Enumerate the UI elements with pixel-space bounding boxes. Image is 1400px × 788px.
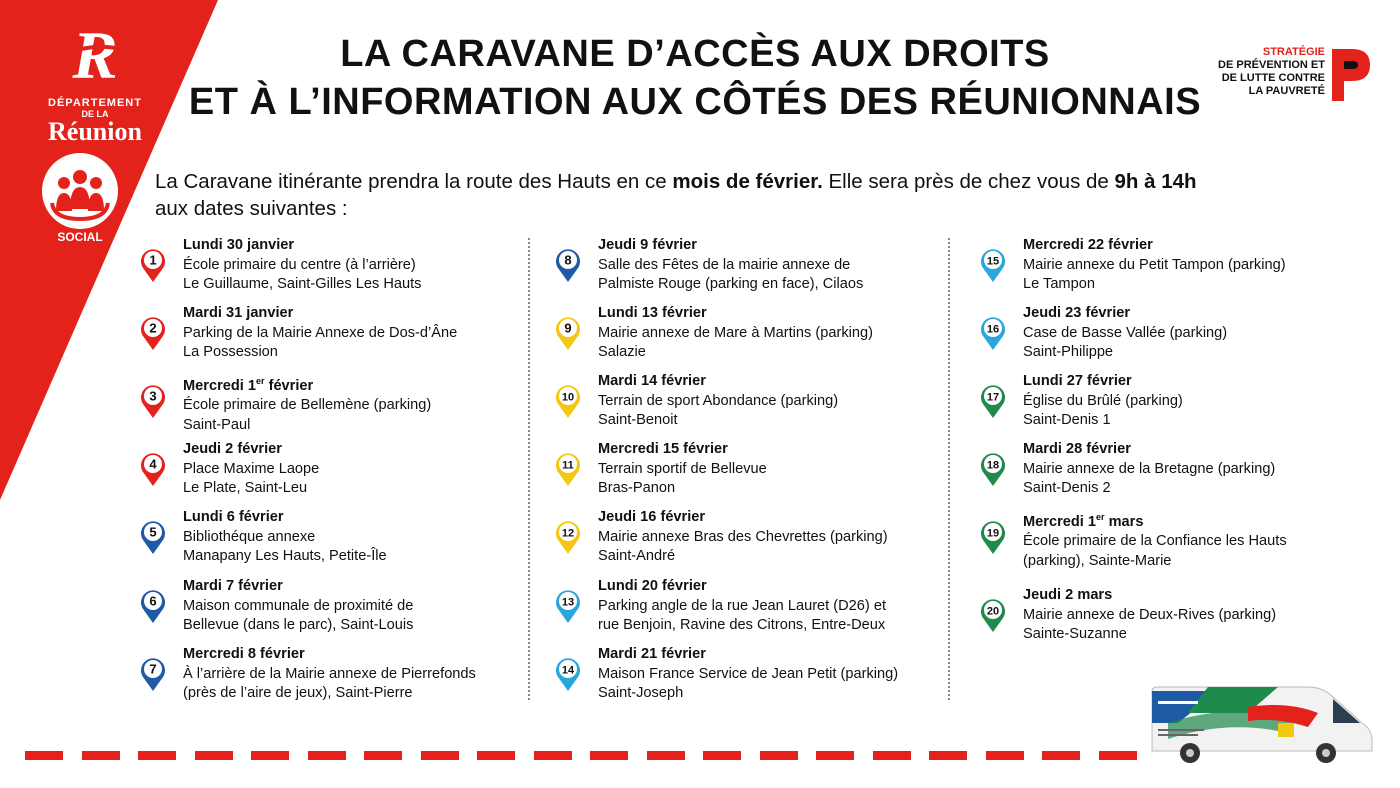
entry-town: Saint-Joseph [598, 685, 684, 701]
entry-date-sup: er [1096, 512, 1105, 522]
entry-date [183, 236, 421, 256]
entry-place: Maison communale de proximité de [183, 597, 414, 614]
entry-text [183, 508, 387, 567]
pin-number: 18 [986, 459, 1000, 472]
entry-date-main: Mercredi 1 [1023, 513, 1097, 530]
dash-segment [251, 751, 289, 760]
entry-place: Mairie annexe de la Bretagne (parking) [1023, 460, 1276, 477]
entry-date-main: Mardi 21 février [598, 646, 706, 662]
dash-segment [986, 751, 1024, 760]
dash-segment [421, 751, 459, 760]
entry-date-main: Mardi 31 janvier [183, 305, 294, 321]
entry-date [598, 304, 873, 324]
pin-number: 7 [149, 661, 157, 677]
pin-number: 17 [986, 391, 1000, 404]
entry-date-main: Lundi 6 février [183, 509, 284, 525]
location-pin-icon [139, 315, 167, 351]
entry-town: Sainte-Suzanne [1023, 626, 1127, 642]
pin-number: 20 [986, 605, 1000, 618]
social-family-icon [42, 153, 118, 229]
entry-town: Saint-Denis 2 [1023, 480, 1111, 496]
entry-date-main: Lundi 27 février [1023, 373, 1132, 389]
entry-date-main: Lundi 20 février [598, 578, 707, 594]
dash-segment [534, 751, 572, 760]
entry-date-main: Jeudi 16 février [598, 509, 706, 525]
location-pin-icon [554, 315, 582, 351]
entry-town: Le Guillaume, Saint-Gilles Les Hauts [183, 276, 422, 292]
entry-date [598, 440, 767, 460]
location-pin-icon [979, 597, 1007, 633]
strategie-line-2: DE PRÉVENTION ET [1218, 59, 1325, 71]
entry-town: Manapany Les Hauts, Petite-Île [183, 548, 387, 564]
entry-date [1023, 304, 1227, 324]
entry-date [183, 508, 387, 528]
pin-number: 3 [149, 388, 157, 404]
dash-segment [816, 751, 854, 760]
entry-date [183, 577, 413, 597]
entry-date-main: Jeudi 23 février [1023, 305, 1131, 321]
entry-town: Saint-André [598, 548, 676, 564]
dash-segment [647, 751, 685, 760]
page-title [170, 30, 1220, 126]
pin-number: 19 [986, 527, 1000, 540]
entry-place: Terrain sportif de Bellevue [598, 460, 767, 477]
entry-text [183, 645, 476, 704]
pin-number: 12 [561, 527, 575, 540]
entry-date [183, 440, 319, 460]
entry-text [598, 304, 873, 363]
entry-town: Bras-Panon [598, 480, 676, 496]
entry-town: Saint-Philippe [1023, 344, 1114, 360]
location-pin-icon [979, 315, 1007, 351]
entry-date-main: Mercredi 22 février [1023, 237, 1153, 253]
location-pin-icon [554, 656, 582, 692]
dash-segment [195, 751, 233, 760]
entry-date-main: Mardi 14 février [598, 373, 706, 389]
location-pin-icon [979, 247, 1007, 283]
entry-place: À l’arrière de la Mairie annexe de Pierrefonds [183, 665, 476, 682]
intro-part-2: Elle sera près de chez vous de [822, 170, 1115, 193]
entry-date [598, 372, 838, 392]
entry-text [598, 372, 838, 431]
pin-number: 10 [561, 391, 575, 404]
entry-date [1023, 372, 1183, 392]
dash-segment [477, 751, 515, 760]
logo-text-top: DÉPARTEMENT [48, 97, 142, 109]
title-line-2: ET À L’INFORMATION AUX CÔTÉS DES RÉUNIONNAIS [188, 81, 1202, 123]
location-pin-icon [139, 383, 167, 419]
entry-text [598, 508, 888, 567]
svg-text:R: R [72, 20, 118, 90]
entry-date-sup: er [256, 376, 265, 386]
strategie-line-4: LA PAUVRETÉ [1248, 85, 1325, 97]
entry-place: Parking angle de la rue Jean Lauret (D26) et [598, 597, 886, 614]
intro-text [155, 168, 1390, 222]
dash-segment [703, 751, 741, 760]
dash-segment [1042, 751, 1080, 760]
entry-date-rest: février [264, 377, 314, 394]
entry-place: Église du Brûlé (parking) [1023, 392, 1183, 409]
entry-place: Case de Basse Vallée (parking) [1023, 324, 1228, 341]
dash-segment [873, 751, 911, 760]
dash-segment [25, 751, 63, 760]
entry-town: Saint-Paul [183, 416, 251, 433]
pin-number: 1 [149, 252, 157, 268]
entry-place: Mairie annexe Bras des Chevrettes (parking) [598, 528, 888, 545]
intro-part-3: aux dates suivantes : [155, 197, 348, 220]
pin-number: 4 [149, 456, 157, 472]
pin-number: 16 [986, 323, 1000, 336]
dash-segment [760, 751, 798, 760]
entry-date-main: Mercredi 15 février [598, 441, 728, 457]
entry-date [183, 304, 457, 324]
entry-town: (parking), Sainte-Marie [1023, 552, 1172, 569]
strategie-text [1195, 46, 1325, 98]
entry-date-main: Jeudi 2 mars [1023, 587, 1113, 603]
entry-date [598, 508, 888, 528]
entry-text [598, 577, 886, 636]
entry-date-main: Mardi 7 février [183, 578, 283, 594]
entry-text [183, 440, 319, 499]
pin-number: 14 [561, 664, 575, 677]
entry-place: Mairie annexe de Deux-Rives (parking) [1023, 606, 1277, 623]
entry-town: La Possession [183, 344, 278, 360]
entry-date-main: Lundi 30 janvier [183, 237, 295, 253]
entry-place: Salle des Fêtes de la mairie annexe de [598, 256, 851, 273]
entry-town: Le Tampon [1023, 276, 1095, 292]
dash-segment [364, 751, 402, 760]
pin-number: 2 [149, 320, 157, 336]
entry-town: Saint-Denis 1 [1023, 412, 1111, 428]
entry-place: Mairie annexe de Mare à Martins (parking) [598, 324, 873, 341]
column-divider-1 [528, 238, 530, 700]
caravane-bus-icon [1148, 683, 1378, 765]
pin-number: 13 [561, 596, 575, 609]
entry-text [183, 372, 431, 435]
entry-text [1023, 236, 1286, 295]
entry-place: Terrain de sport Abondance (parking) [598, 392, 839, 409]
intro-bold-hours: 9h à 14h [1114, 170, 1197, 193]
entry-date-main: Jeudi 9 février [598, 237, 697, 253]
entry-date [598, 645, 898, 665]
entry-town: rue Benjoin, Ravine des Citrons, Entre-Deux [598, 617, 886, 633]
dash-segment [590, 751, 628, 760]
location-pin-icon [979, 383, 1007, 419]
location-pin-icon [139, 519, 167, 555]
entry-date-main: Lundi 13 février [598, 305, 707, 321]
entry-text [598, 236, 863, 295]
entry-text [598, 440, 767, 499]
entry-date [598, 236, 863, 256]
logo-text-mid: DE LA [81, 109, 109, 119]
dash-segment [1099, 751, 1137, 760]
dash-segment [929, 751, 967, 760]
entry-text [1023, 304, 1227, 363]
strategie-line-3: DE LUTTE CONTRE [1221, 72, 1325, 84]
strategie-line-1: STRATÉGIE [1262, 46, 1325, 58]
location-pin-icon [554, 383, 582, 419]
dash-segment [82, 751, 120, 760]
location-pin-icon [139, 451, 167, 487]
entry-place: École primaire de Bellemène (parking) [183, 397, 432, 414]
entry-place: Parking de la Mairie Annexe de Dos-d’Âne [183, 324, 458, 341]
entry-town: (près de l’aire de jeux), Saint-Pierre [183, 685, 413, 701]
entry-date [1023, 440, 1275, 460]
entry-date [183, 372, 431, 396]
intro-part-1: La Caravane itinérante prendra la route des Hauts en ce [155, 170, 673, 193]
entry-town: Salazie [598, 344, 646, 360]
entry-place: École primaire du centre (à l’arrière) [183, 256, 416, 273]
entry-place: École primaire de la Confiance les Hauts [1023, 533, 1287, 550]
entry-text [183, 304, 457, 363]
entry-date [1023, 508, 1287, 532]
entry-text [1023, 586, 1276, 645]
entry-date [1023, 586, 1276, 606]
location-pin-icon [554, 451, 582, 487]
location-pin-icon [139, 247, 167, 283]
entry-date [1023, 236, 1286, 256]
r-logo-icon [60, 20, 130, 90]
entry-date-main: Mercredi 8 février [183, 646, 305, 662]
entry-town: Palmiste Rouge (parking en face), Cilaos [598, 276, 864, 292]
pin-number: 8 [564, 252, 572, 268]
entry-date [183, 645, 476, 665]
location-pin-icon [554, 519, 582, 555]
location-pin-icon [554, 588, 582, 624]
pin-number: 6 [149, 593, 157, 609]
entry-place: Bibliothéque annexe [183, 528, 316, 545]
entry-town: Le Plate, Saint-Leu [183, 480, 308, 496]
entry-place: Mairie annexe du Petit Tampon (parking) [1023, 256, 1286, 273]
entry-date [598, 577, 886, 597]
intro-bold-month: mois de février. [672, 170, 823, 193]
entry-text [183, 577, 413, 636]
departement-logo [20, 20, 170, 145]
entry-date-rest: mars [1104, 513, 1144, 530]
logo-text-big: Réunion [48, 117, 142, 146]
entry-date-main: Mercredi 1 [183, 377, 257, 394]
pin-number: 11 [562, 459, 574, 472]
location-pin-icon [139, 588, 167, 624]
dash-segment [308, 751, 346, 760]
entry-date-main: Jeudi 2 février [183, 441, 282, 457]
entry-place: Place Maxime Laope [183, 460, 320, 477]
pin-number: 5 [149, 524, 157, 540]
pauvrete-p-logo-icon [1328, 45, 1372, 103]
entry-text [1023, 508, 1287, 571]
column-divider-2 [948, 238, 950, 700]
title-line-1: LA CARAVANE D’ACCÈS AUX DROITS [340, 33, 1050, 75]
entry-date-main: Mardi 28 février [1023, 441, 1131, 457]
social-label: SOCIAL [57, 230, 103, 244]
entry-place: Maison France Service de Jean Petit (parking) [598, 665, 899, 682]
location-pin-icon [979, 451, 1007, 487]
pin-number: 9 [564, 320, 572, 336]
dash-segment [138, 751, 176, 760]
location-pin-icon [979, 519, 1007, 555]
entry-text [1023, 372, 1183, 431]
entry-town: Bellevue (dans le parc), Saint-Louis [183, 617, 414, 633]
entry-text [183, 236, 421, 295]
pin-number: 15 [986, 255, 1000, 268]
entry-town: Saint-Benoit [598, 412, 678, 428]
entry-text [1023, 440, 1275, 499]
location-pin-icon [554, 247, 582, 283]
location-pin-icon [139, 656, 167, 692]
entry-text [598, 645, 898, 704]
